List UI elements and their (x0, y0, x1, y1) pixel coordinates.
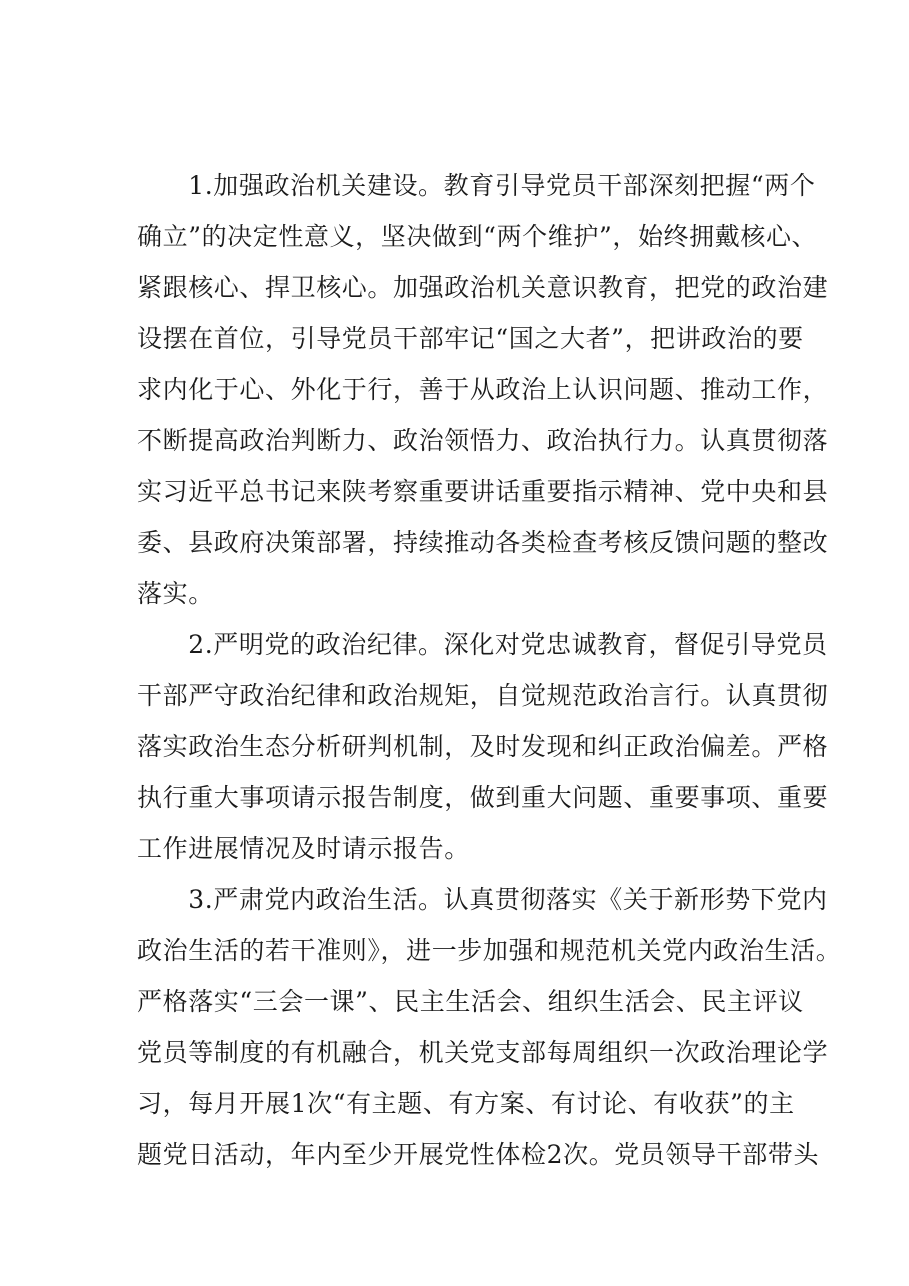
text-line: 求内化于心、外化于行，善于从政治上认识问题、推动工作， (137, 375, 829, 404)
text-line: 党员等制度的有机融合，机关党支部每周组织一次政治理论学 (137, 1038, 829, 1067)
text-line: 题党日活动，年内至少开展党性体检2次。党员领导干部带头 (137, 1140, 820, 1169)
text-line: 3.严肃党内政治生活。认真贯彻落实《关于新形势下党内 (137, 885, 828, 914)
text-line: 干部严守政治纪律和政治规矩，自觉规范政治言行。认真贯彻 (137, 681, 829, 710)
text-line: 工作进展情况及时请示报告。 (137, 834, 470, 863)
text-line: 委、县政府决策部署，持续推动各类检查考核反馈问题的整改 (137, 528, 829, 557)
text-line: 严格落实“三会一课”、民主生活会、组织生活会、民主评议 (137, 987, 804, 1016)
text-line: 紧跟核心、捍卫核心。加强政治机关意识教育，把党的政治建 (137, 273, 829, 302)
text-line: 确立”的决定性意义，坚决做到“两个维护”，始终拥戴核心、 (137, 222, 818, 251)
text-line: 落实政治生态分析研判机制，及时发现和纠正政治偏差。严格 (137, 732, 829, 761)
text-line: 实习近平总书记来陕考察重要讲话重要指示精神、党中央和县 (137, 477, 829, 506)
text-line: 执行重大事项请示报告制度，做到重大问题、重要事项、重要 (137, 783, 829, 812)
text-line: 政治生活的若干准则》，进一步加强和规范机关党内政治生活。 (137, 936, 842, 965)
text-line: 1.加强政治机关建设。教育引导党员干部深刻把握“两个 (137, 171, 816, 200)
text-line: 落实。 (137, 579, 214, 608)
document-body (137, 160, 842, 1180)
text-line: 习，每月开展1次“有主题、有方案、有讨论、有收获”的主 (137, 1089, 795, 1118)
text-line: 设摆在首位，引导党员干部牢记“国之大者”，把讲政治的要 (137, 324, 804, 353)
text-line: 不断提高政治判断力、政治领悟力、政治执行力。认真贯彻落 (137, 426, 829, 455)
text-line: 2.严明党的政治纪律。深化对党忠诚教育，督促引导党员 (137, 630, 828, 659)
